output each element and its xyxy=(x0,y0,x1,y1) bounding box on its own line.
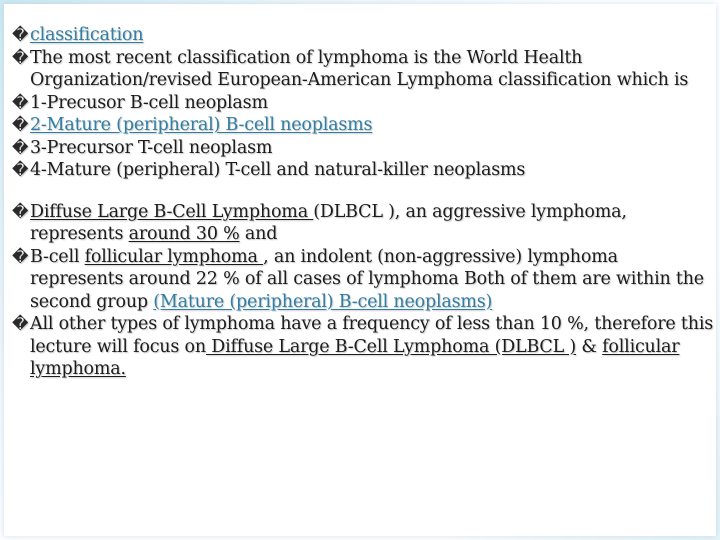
group-item-4 xyxy=(12,159,716,182)
bullet-icon: � xyxy=(12,246,29,266)
spacer xyxy=(12,182,716,201)
follicular-paragraph xyxy=(12,246,716,314)
others-amp: & xyxy=(576,336,603,357)
follicular-name: follicular lymphoma xyxy=(84,246,264,267)
bullet-icon: � xyxy=(12,314,29,333)
bullet-icon: � xyxy=(12,25,29,44)
heading-paragraph xyxy=(12,24,716,47)
bullet-icon: � xyxy=(12,47,29,67)
intro-paragraph xyxy=(12,47,716,92)
others-dlbcl: Diffuse Large B-Cell Lymphoma (DLBCL ) xyxy=(205,336,577,357)
bullet-icon: � xyxy=(12,137,29,157)
others-follicular: follicular lymphoma. xyxy=(30,336,680,379)
heading-link[interactable]: classification xyxy=(30,25,144,45)
dlbcl-text-end: and xyxy=(239,224,278,244)
group-label-4: 4-Mature (peripheral) T-cell and natural-killer neoplasms xyxy=(30,160,526,180)
dlbcl-text: (DLBCL ), an aggressive lymphoma, represents xyxy=(30,201,627,244)
group-item-1 xyxy=(12,92,716,115)
bullet-icon: � xyxy=(12,115,29,134)
slide-content xyxy=(12,24,716,381)
dlbcl-paragraph xyxy=(12,201,716,246)
follicular-text: , an indolent (non-aggressive) lymphoma represents around 22 % of all cases of lymphoma Both of them are within the second group xyxy=(30,246,704,312)
group-label-3: 3-Precursor T-cell neoplasm xyxy=(30,137,273,158)
group-item-2 xyxy=(12,114,716,137)
dlbcl-name: Diffuse Large B-Cell Lymphoma xyxy=(30,201,314,222)
dlbcl-percent: around 30 % xyxy=(128,224,240,244)
bullet-icon: � xyxy=(12,92,29,112)
others-text: All other types of lymphoma have a frequency of less than 10 %, therefore this lecture will focus on xyxy=(30,314,714,357)
intro-text: The most recent classification of lymphoma is the World Health Organization/revised European-American Lymphoma classification which is xyxy=(30,47,689,90)
group-link-2[interactable]: 2-Mature (peripheral) B-cell neoplasms xyxy=(30,115,373,135)
bullet-icon: � xyxy=(12,160,29,179)
follicular-prefix: B-cell xyxy=(30,246,85,267)
group-label-1: 1-Precusor B-cell neoplasm xyxy=(30,92,268,113)
group-item-3 xyxy=(12,137,716,160)
others-paragraph xyxy=(12,313,716,381)
slide-panel xyxy=(4,4,716,536)
bullet-icon: � xyxy=(12,201,29,221)
mature-group-link[interactable]: (Mature (peripheral) B-cell neoplasms) xyxy=(153,291,493,312)
